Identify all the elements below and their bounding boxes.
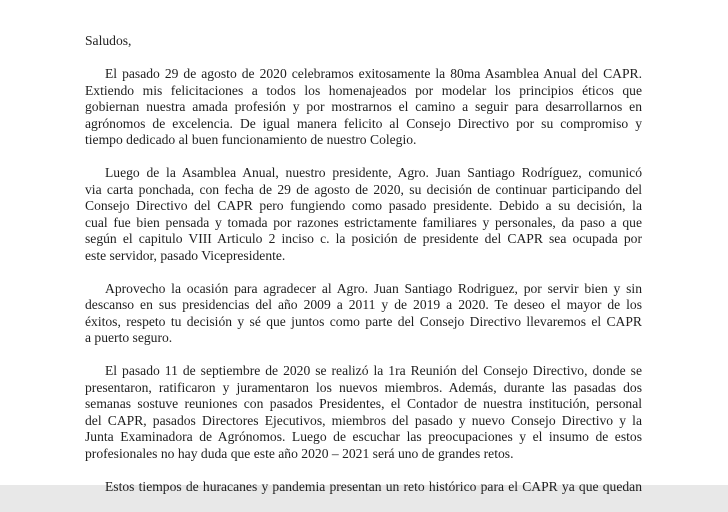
text-line: profesionales no hay duda que este año 2020 – 2021 será uno de grandes retos.	[85, 445, 514, 461]
text-line: agrónomos de excelencia. De igual manera felicito al Consejo Directivo por su compromiso y	[85, 115, 642, 131]
paragraph	[85, 281, 642, 347]
text-line: Junta Examinadora de Agrónomos. Luego de escuchar las preocupaciones y el insumo de estos	[85, 429, 642, 444]
text-line: este servidor, pasado Vicepresidente.	[85, 247, 286, 263]
text-line: via carta ponchada, con fecha de 29 de agosto de 2020, su decisión de continuar participando del	[85, 181, 642, 197]
text-line: tiempo dedicado al buen funcionamiento de nuestro Colegio.	[85, 132, 417, 147]
paragraph	[85, 479, 642, 496]
text-line: Luego de la Asamblea Anual, nuestro presidente, Agro. Juan Santiago Rodríguez, comunicó	[105, 165, 642, 180]
text-line: Aprovecho la ocasión para agradecer al Agro. Juan Santiago Rodriguez, por servir bien y sin	[105, 280, 642, 296]
text-line: del CAPR, pasados Directores Ejecutivos, miembros del pasado y nuevo Consejo Directivo y la	[85, 412, 642, 428]
text-line: descanso en sus presidencias del año 2009 a 2011 y de 2019 a 2020. Te deseo el mayor de los	[85, 297, 642, 312]
text-line: semanas sostuve reuniones con pasados Presidentes, el Contador de nuestra institución, personal	[85, 396, 642, 411]
text-line: cual fue bien pensada y tomada por razones estrictamente familiares y personales, da paso a que	[85, 214, 642, 230]
text-line: Extiendo mis felicitaciones a todos los homenajeados por modelar los principios éticos que	[85, 82, 642, 98]
text-line: a puerto seguro.	[85, 330, 173, 345]
paragraph	[85, 66, 642, 149]
text-line: Consejo Directivo del CAPR pero fungiendo como pasado presidente. Debido a su decisión, la	[85, 198, 642, 213]
text-line: El pasado 29 de agosto de 2020 celebramos exitosamente la 80ma Asamblea Anual del CAPR.	[105, 66, 642, 81]
document-body	[85, 33, 642, 512]
text-line: éxitos, respeto tu decisión y sé que juntos como parte del Consejo Directivo llevaremos el CAPR	[85, 313, 642, 329]
text-line: El pasado 11 de septiembre de 2020 se realizó la 1ra Reunión del Consejo Directivo, donde se	[105, 363, 642, 378]
greeting: Saludos,	[85, 33, 132, 48]
text-line: presentaron, ratificaron y juramentaron los nuevos miembros. Además, durante las pasadas dos	[85, 379, 642, 395]
paragraph	[85, 165, 642, 264]
text-line: gobiernan nuestra amada profesión y por mostrarnos el camino a seguir para desarrollarnos en	[85, 99, 642, 114]
text-line: Estos tiempos de huracanes y pandemia presentan un reto histórico para el CAPR ya que quedan	[105, 478, 642, 494]
paragraph	[85, 363, 642, 462]
text-line: según el capitulo VIII Articulo 2 inciso c. la posición de presidente del CAPR sea ocupada por	[85, 231, 642, 246]
